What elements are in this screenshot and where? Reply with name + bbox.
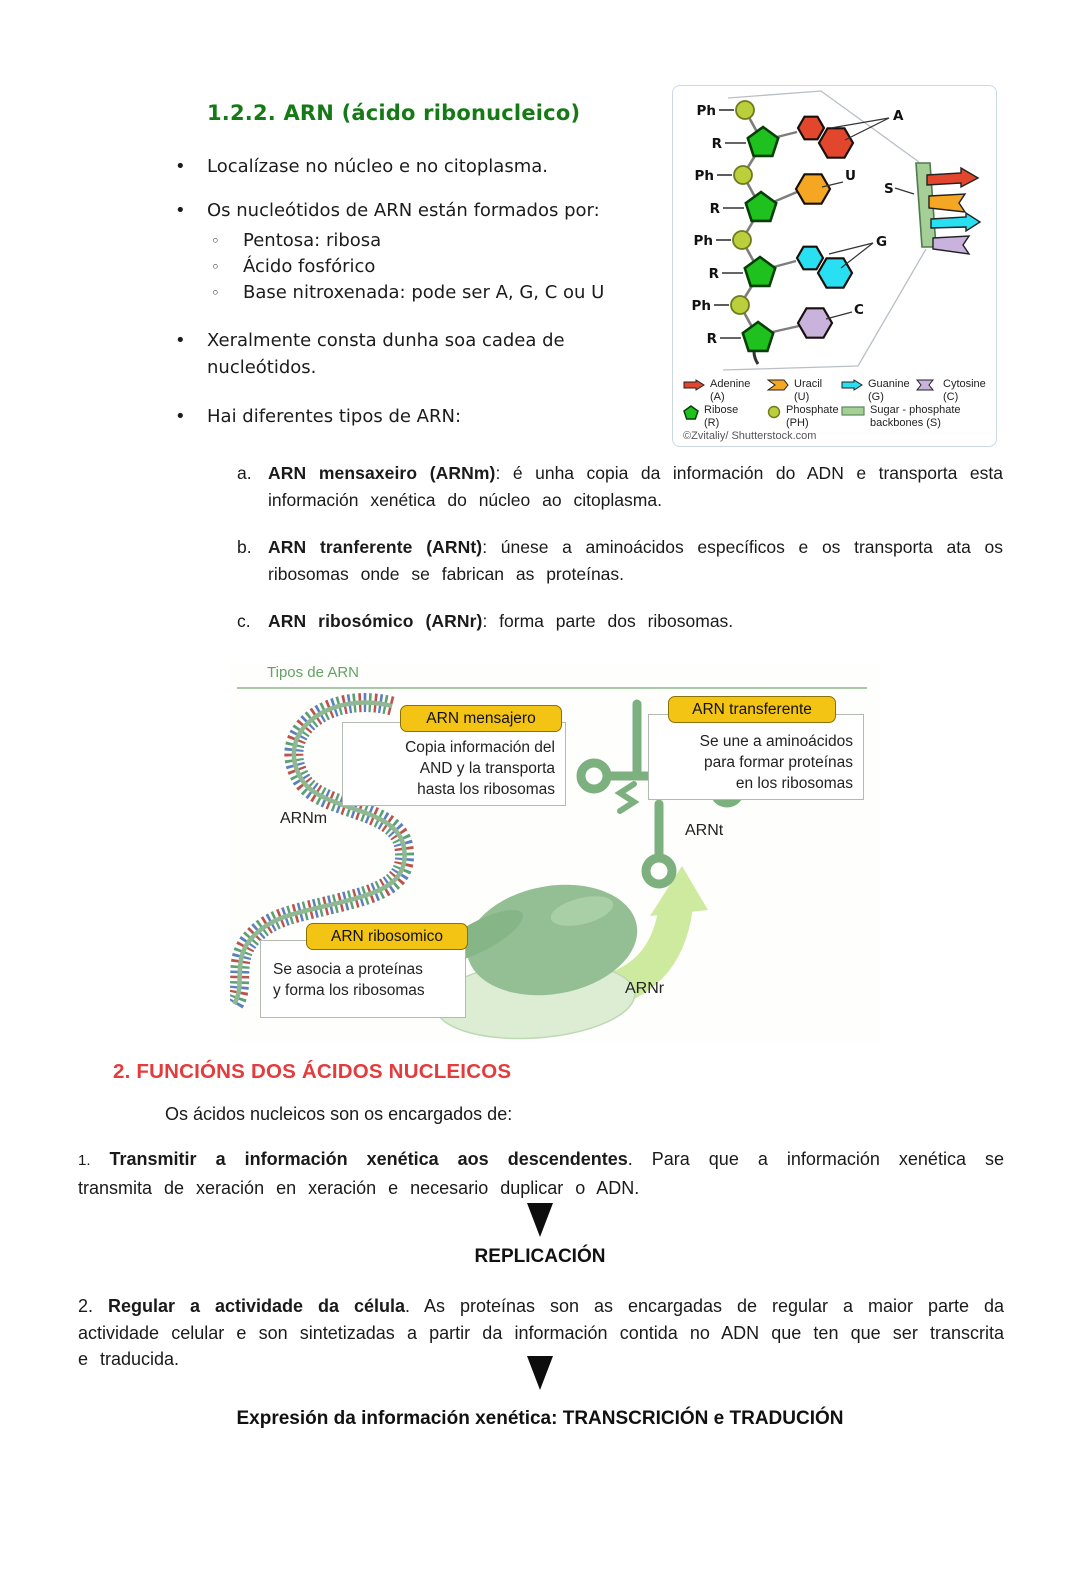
list-item [237,608,1003,635]
ph-label: Ph [694,168,714,184]
r-label: R [711,136,722,152]
item-text: . Para que a información xenética se transmita de xeración en xeración e necesario duplicar o ADN. [78,1149,1004,1198]
bullet-marker: • [175,330,186,351]
legend-abbr: (C) [943,391,959,403]
down-triangle-icon [527,1203,553,1237]
legend-entry [916,378,986,404]
legend-name: Adenine [710,378,751,390]
sugar-phosphate-backbone-icon [841,405,867,417]
section-heading-funcions: 2. FUNCIÓNS DOS ÁCIDOS NUCLEICOS [113,1060,512,1083]
image-credit: ©Zvitaliy/ Shutterstock.com [683,430,817,442]
desc-line: AND y la transporta [419,760,555,777]
uracil-base [796,174,830,203]
list-marker: b. [237,537,252,557]
ribosomico-label: ARN ribosomico [306,923,468,950]
g-label: G [876,234,888,250]
bullet-text: Os nucleótidos de ARN están formados por: [207,200,600,221]
rna-type-desc: : forma parte dos ribosomas. [482,611,734,631]
legend-abbr: (R) [704,417,720,429]
rna-type-name: ARN ribosómico (ARNr) [268,611,483,631]
cytosine-base [798,308,832,337]
item-text: . As proteínas son as encargadas de regular a maior parte da actividade celular e son sintetizadas a partir da información contida no ADN que ten que ser transcrita e traducida. [78,1296,1004,1369]
arnt-tag: ARNt [685,822,724,839]
sub-bullet-marker: ◦ [211,258,220,276]
guanine-base [797,247,852,288]
legend-entry [841,378,910,404]
list-marker: a. [237,463,252,483]
expresion-label: Expresión da información xenética: TRANSCRICIÓN e TRADUCIÓN [236,1408,844,1429]
desc-line: Se asocia a proteínas [273,961,423,978]
sub-bullet-marker: ◦ [211,284,220,302]
title-rule [237,687,867,689]
legend-name: Guanine [868,378,910,390]
legend-abbr: (U) [794,391,810,403]
bullet-marker: • [175,156,186,177]
desc-line: Se une a aminoácidos [699,733,853,750]
rna-structure-figure [672,85,997,447]
sub-bullet-text: Base nitroxenada: pode ser A, G, C ou U [243,282,605,303]
legend-entry [767,404,839,430]
ph-label: Ph [696,103,716,119]
figure-legend [673,374,996,428]
list-marker: c. [237,611,251,631]
section-intro: Os ácidos nucleicos son os encargados de: [165,1104,513,1124]
ribose-icon [683,405,701,420]
rna-type-desc: : é unha copia da información do ADN e transporta esta información xenética do núcleo ao citoplasma. [268,463,1003,510]
item-bold: Transmitir a información xenética aos descendentes [109,1149,628,1169]
bullet-item [175,403,655,430]
c-label: C [854,302,864,318]
tipos-de-arn-diagram [230,664,880,1042]
legend-name: Cytosine [943,378,986,390]
arnr-tag: ARNr [625,980,665,997]
sub-bullet-marker: ◦ [211,232,220,250]
legend-abbr: backbones (S) [870,417,941,429]
item-bold: Regular a actividade da célula [108,1296,405,1316]
bullet-text: Hai diferentes tipos de ARN: [207,406,462,427]
function-item-1 [78,1146,1004,1201]
transferente-label: ARN transferente [668,696,836,723]
sub-bullet-item [175,254,655,280]
legend-name: Phosphate [786,404,839,416]
uracil-icon [767,379,791,391]
item-number: 1. [78,1152,91,1169]
sub-bullet-text: Ácido fosfórico [243,256,376,277]
legend-entry [683,404,738,430]
mensajero-description-box [342,722,566,806]
base-connectors [768,132,799,333]
mensajero-label: ARN mensajero [400,705,562,732]
figure-labels [691,103,904,347]
desc-line: hasta los ribosomas [417,781,555,798]
item-number: 2. [78,1296,94,1316]
phosphate-icon [767,405,783,419]
ph-label: Ph [693,233,713,249]
down-triangle-icon [527,1356,553,1390]
sub-bullet-text: Pentosa: ribosa [243,230,382,251]
cytosine-icon [916,379,940,391]
r-label: R [708,266,719,282]
rna-strand-diagram [673,86,998,376]
legend-abbr: (PH) [786,417,809,429]
replicacion-label: REPLICACIÓN [474,1246,606,1267]
r-label: R [709,201,720,217]
bullet-item [175,327,637,381]
desc-line: Copia información del [405,739,555,756]
sub-bullet-item [175,280,655,306]
r-label: R [706,331,717,347]
bullet-marker: • [175,406,186,427]
backbone-arrows [927,168,980,254]
a-label: A [893,108,904,124]
diagram-title: Tipos de ARN [267,664,359,681]
legend-entry [767,378,822,404]
bullet-text: Xeralmente consta dunha soa cadea de nucleótidos. [207,330,565,378]
legend-name: Uracil [794,378,823,390]
legend-name: Ribose [704,404,739,416]
desc-line: para formar proteínas [703,754,853,771]
sub-bullet-item [175,228,655,254]
section-heading-arn: 1.2.2. ARN (ácido ribonucleico) [207,101,581,125]
bullet-item [175,153,655,180]
guanine-icon [841,379,865,391]
rna-type-desc: : únese a aminoácidos específicos e os transporta ata os ribosomas onde se fabrican as proteínas. [268,537,1003,584]
legend-entry [841,404,961,430]
adenine-icon [683,379,707,391]
transferente-description-box [648,714,864,800]
bullet-marker: • [175,200,186,221]
s-label: S [884,181,894,197]
list-item [237,534,1003,588]
bullet-text: Localízase no núcleo e no citoplasma. [207,156,548,177]
bullet-item [175,197,655,224]
arn-bullet-list [175,153,655,430]
legend-entry [683,378,750,404]
arnm-tag: ARNm [280,810,328,827]
u-label: U [845,168,856,184]
rna-type-name: ARN mensaxeiro (ARNm) [268,463,496,483]
legend-name: Sugar - phosphate [870,404,961,416]
ribosomico-description-box [260,940,466,1018]
rna-types-list [237,460,1003,655]
desc-line: en los ribosomas [735,775,853,792]
legend-abbr: (G) [868,391,884,403]
list-item [237,460,1003,514]
ph-label: Ph [691,298,711,314]
rna-type-name: ARN tranferente (ARNt) [268,537,483,557]
legend-abbr: (A) [710,391,725,403]
desc-line: y forma los ribosomas [273,982,425,999]
adenine-base [798,117,853,158]
